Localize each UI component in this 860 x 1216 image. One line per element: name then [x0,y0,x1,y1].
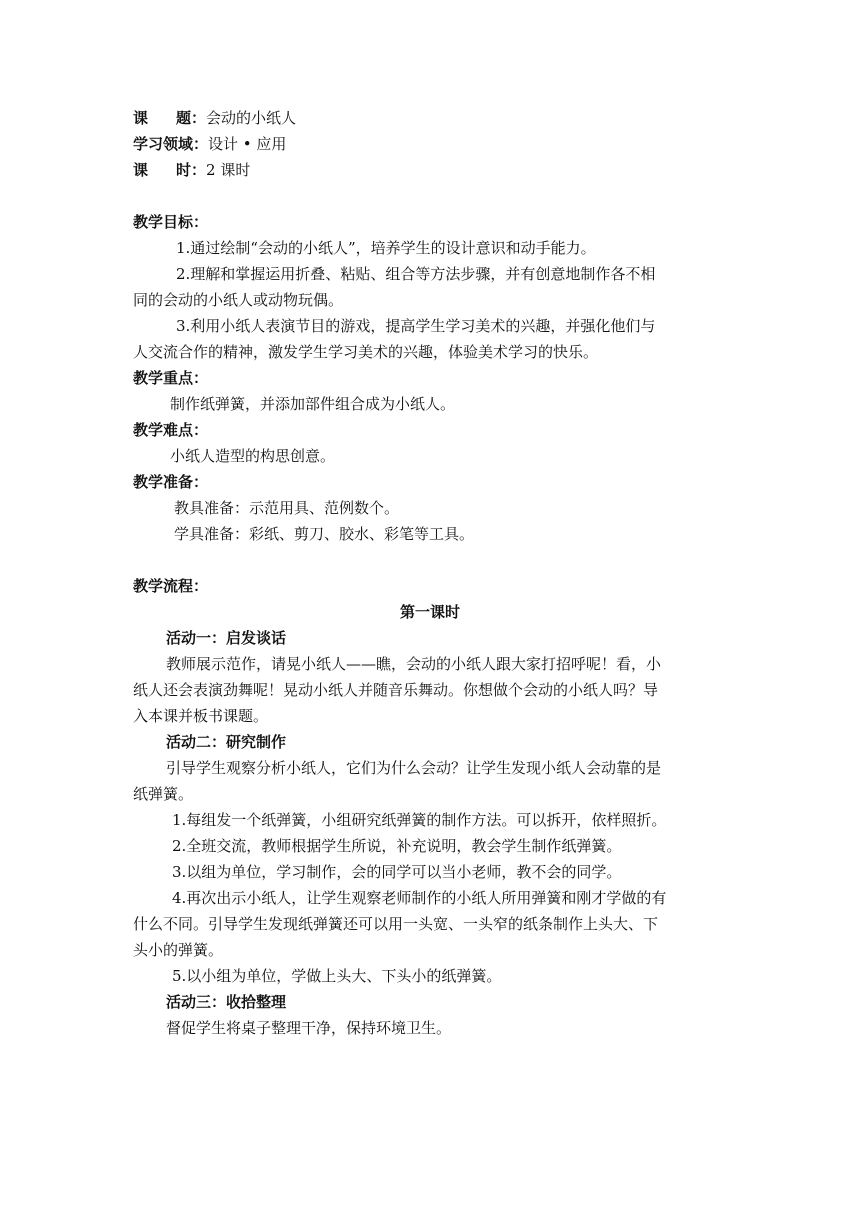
activity-3-text: 督促学生将桌子整理干净，保持环境卫生。 [166,1019,452,1037]
title-label-a: 课 [133,109,149,127]
activity-1-line-1: 教师展示范作，请晃小纸人——瞧，会动的小纸人跟大家打招呼呢！看，小 [166,655,662,673]
activity-3-title: 活动三：收拾整理 [166,993,287,1011]
activity-2-intro-line-2: 纸弹簧。 [133,785,194,803]
hours-value: 2 课时 [206,161,251,179]
difficulty-heading: 教学难点： [133,421,209,439]
domain-row [133,134,286,154]
preparation-student: 学具准备：彩纸、剪刀、胶水、彩笔等工具。 [174,525,475,543]
goal-item-3-line-1: 3.利用小纸人表演节目的游戏，提高学生学习美术的兴趣，并强化他们与 [176,317,656,335]
activity-2-step-2: 2.全班交流，教师根据学生所说，补充说明，教会学生制作纸弹簧。 [172,837,622,855]
goal-item-1: 1.通过绘制“会动的小纸人”，培养学生的设计意识和动手能力。 [176,239,596,257]
hours-row [133,160,250,180]
difficulty-text: 小纸人造型的构思创意。 [170,447,336,465]
activity-2-step-3: 3.以组为单位，学习制作，会的同学可以当小老师，教不会的同学。 [172,863,622,881]
key-points-text: 制作纸弹簧，并添加部件组合成为小纸人。 [170,395,456,413]
title-row [133,108,296,128]
title-label-b: 题： [176,109,207,127]
hours-label-a: 课 [133,161,149,179]
activity-2-step-1: 1.每组发一个纸弹簧，小组研究纸弹簧的制作方法。可以拆开，依样照折。 [172,811,667,829]
activity-1-line-3: 入本课并板书课题。 [133,707,269,725]
activity-2-step-4-line-3: 头小的弹簧。 [133,941,224,959]
goal-item-3-line-2: 人交流合作的精神，激发学生学习美术的兴趣，体验美术学习的快乐。 [133,343,599,361]
domain-label: 学习领域： [133,135,209,153]
goals-heading: 教学目标： [133,213,209,231]
preparation-teacher: 教具准备：示范用具、范例数个。 [174,499,400,517]
process-heading: 教学流程： [133,577,209,595]
domain-value: 设计 • 应用 [208,135,287,153]
activity-1-line-2: 纸人还会表演劲舞呢！晃动小纸人并随音乐舞动。你想做个会动的小纸人吗？导 [133,681,659,699]
activity-2-step-4-line-1: 4.再次出示小纸人，让学生观察老师制作的小纸人所用弹簧和刚才学做的有 [172,889,667,907]
key-points-heading: 教学重点： [133,369,209,387]
goal-item-2-line-2: 同的会动的小纸人或动物玩偶。 [133,291,344,309]
goal-item-2-line-1: 2.理解和掌握运用折叠、粘贴、组合等方法步骤，并有创意地制作各不相 [176,265,656,283]
lesson-title: 第一课时 [399,603,460,621]
activity-1-title: 活动一：启发谈话 [166,629,287,647]
activity-2-step-5: 5.以小组为单位，学做上头大、下头小的纸弹簧。 [172,967,502,985]
preparation-heading: 教学准备： [133,473,209,491]
activity-2-title: 活动二：研究制作 [166,733,287,751]
hours-label-b: 时： [176,161,207,179]
activity-2-intro-line-1: 引导学生观察分析小纸人，它们为什么会动？让学生发现小纸人会动靠的是 [166,759,662,777]
activity-2-step-4-line-2: 什么不同。引导学生发现纸弹簧还可以用一头宽、一头窄的纸条制作上头大、下 [133,915,659,933]
title-value: 会动的小纸人 [206,109,297,127]
